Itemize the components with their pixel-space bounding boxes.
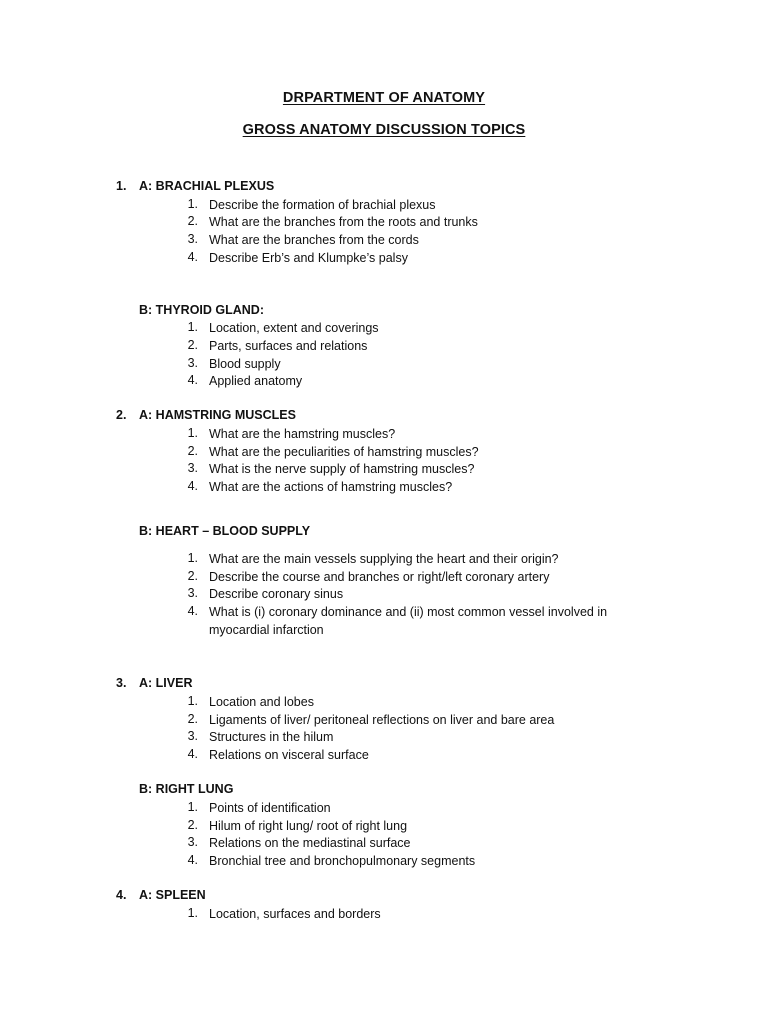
section-number: 4. [116,888,127,902]
list-item-number: 4. [187,373,198,387]
list-item-number: 2. [187,569,198,583]
list-item-number: 1. [187,197,198,211]
list-item-number: 3. [187,835,198,849]
list-item: Blood supply [209,357,281,371]
list-item: What is the nerve supply of hamstring muscles? [209,462,475,476]
department-heading: DRPARTMENT OF ANATOMY [282,90,486,106]
list-item-number: 2. [187,712,198,726]
list-item-number: 3. [187,461,198,475]
section-number: 1. [116,179,127,193]
list-item-number: 2. [187,818,198,832]
list-item: Structures in the hilum [209,730,334,744]
list-item: What are the actions of hamstring muscles? [209,480,453,494]
subsection-title: A: HAMSTRING MUSCLES [139,408,296,422]
subsection-title: B: RIGHT LUNG [139,782,234,796]
list-item-number: 4. [187,853,198,867]
list-item-number: 4. [187,747,198,761]
subsection-title: A: BRACHIAL PLEXUS [139,179,275,193]
list-item-number: 3. [187,729,198,743]
list-item: What are the main vessels supplying the heart and their origin? [209,552,559,566]
list-item: Hilum of right lung/ root of right lung [209,819,408,833]
list-item: Describe the course and branches or right/left coronary artery [209,570,550,584]
section-number: 3. [116,676,127,690]
list-item-number: 1. [187,800,198,814]
list-item: What are the peculiarities of hamstring muscles? [209,445,479,459]
list-item: Relations on visceral surface [209,748,369,762]
subsection-title: A: SPLEEN [139,888,206,902]
subsection-title: B: HEART – BLOOD SUPPLY [139,524,311,538]
list-item-number: 1. [187,694,198,708]
list-item: What are the branches from the cords [209,233,419,247]
list-item: Points of identification [209,801,331,815]
list-item: Location, surfaces and borders [209,907,381,921]
list-item: What are the branches from the roots and trunks [209,215,478,229]
list-item-number: 4. [187,250,198,264]
list-item-number: 4. [187,604,198,618]
list-item: Applied anatomy [209,374,303,388]
list-item-number: 2. [187,338,198,352]
list-item-number: 4. [187,479,198,493]
list-item-number: 1. [187,426,198,440]
list-item: Describe Erb’s and Klumpke’s palsy [209,251,408,265]
list-item-number: 1. [187,551,198,565]
list-item-number: 2. [187,214,198,228]
list-item-number: 3. [187,232,198,246]
section-number: 2. [116,408,127,422]
subsection-title: A: LIVER [139,676,193,690]
list-item: Location and lobes [209,695,314,709]
list-item-number: 3. [187,356,198,370]
list-item: What is (i) coronary dominance and (ii) most common vessel involved in myocardial infarction [209,605,608,637]
list-item: Describe the formation of brachial plexus [209,198,436,212]
list-item-number: 3. [187,586,198,600]
subsection-title: B: THYROID GLAND: [139,303,264,317]
list-item: Describe coronary sinus [209,587,344,601]
list-item: Ligaments of liver/ peritoneal reflections on liver and bare area [209,713,555,727]
list-item-number: 1. [187,906,198,920]
list-item-number: 2. [187,444,198,458]
list-item: Location, extent and coverings [209,321,379,335]
list-item: Relations on the mediastinal surface [209,836,411,850]
list-item: Parts, surfaces and relations [209,339,368,353]
list-item-number: 1. [187,320,198,334]
list-item: What are the hamstring muscles? [209,427,396,441]
list-item: Bronchial tree and bronchopulmonary segments [209,854,476,868]
document-title: GROSS ANATOMY DISCUSSION TOPICS [242,122,526,138]
